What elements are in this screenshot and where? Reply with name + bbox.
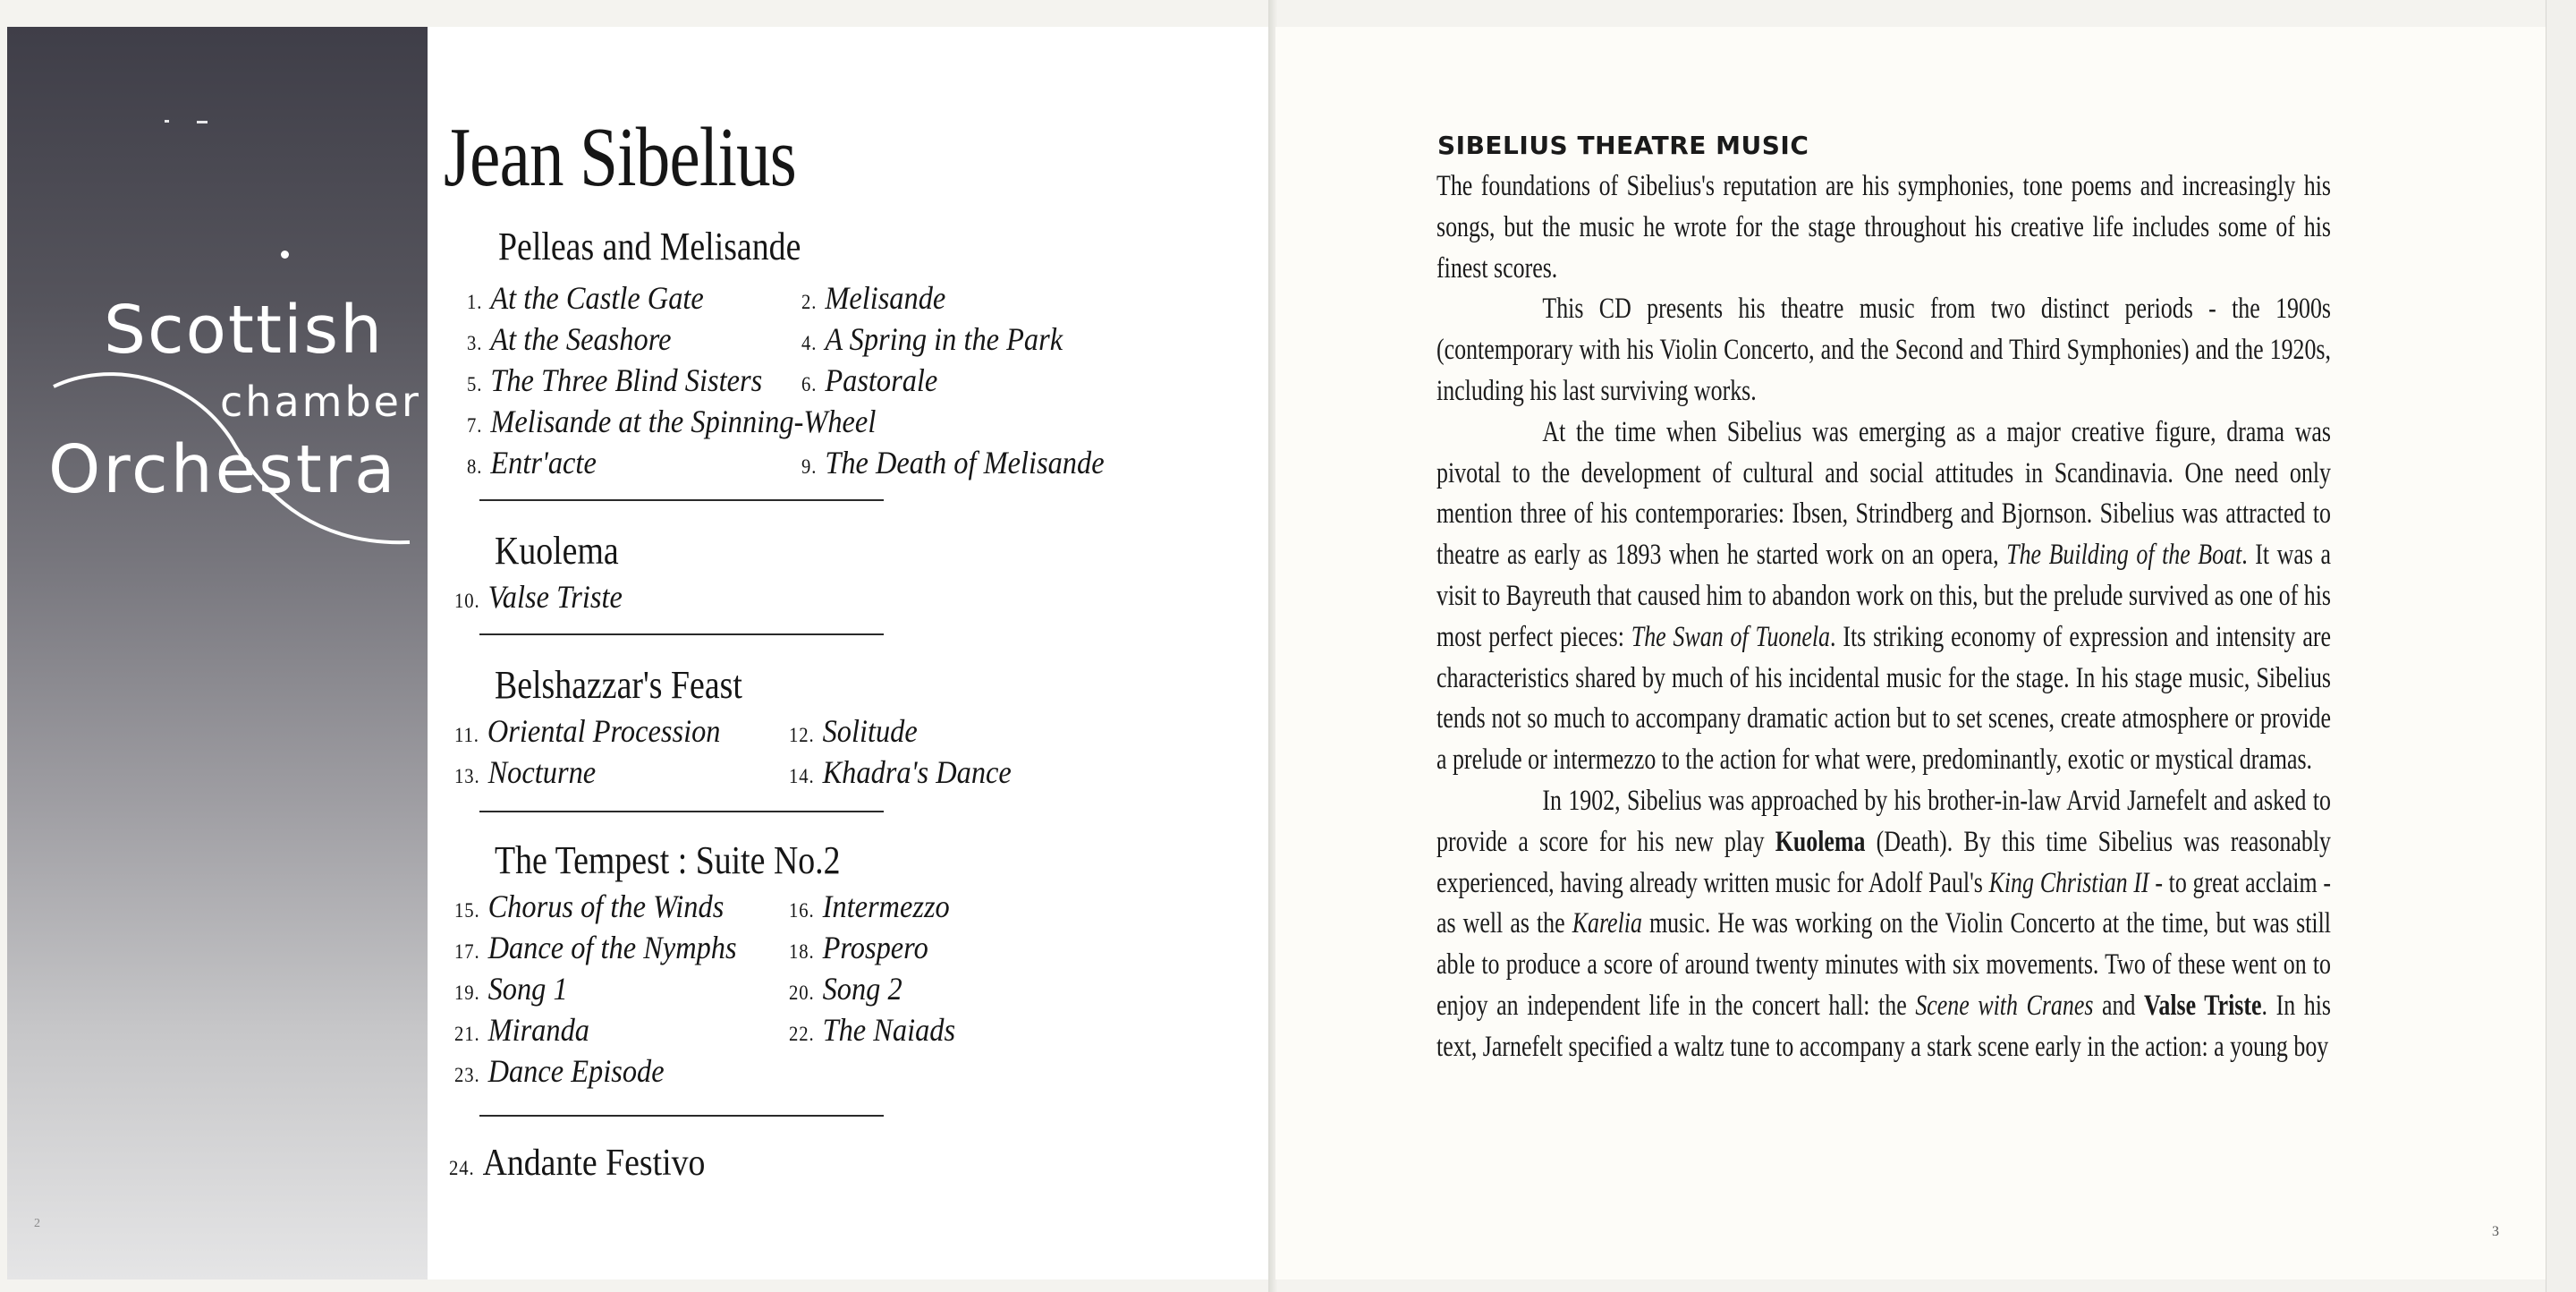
track-item: 10. Valse Triste xyxy=(454,579,623,615)
track-item: 12. Solitude xyxy=(789,713,918,749)
track-item: 21. Miranda xyxy=(454,1012,589,1048)
track-item: 7. Melisande at the Spinning-Wheel xyxy=(467,404,877,439)
composer-name: Jean Sibelius xyxy=(444,111,796,204)
logo-band xyxy=(7,27,428,1279)
article-body xyxy=(1436,166,2331,1068)
paragraph: At the time when Sibelius was emerging as a major creative figure, drama was pivotal to the development of cultural and social attitudes in Scandinavia. One need only mention three of his contemporaries: Ibsen, Strindberg and Bjornson. Sibelius was attracted to theatre as early as 1893 when he started work on an opera, The Building of the Boat. It was a visit to Bayreuth that caused him to abandon work on this, but the prelude survived as one of his most perfect pieces: The Swan of Tuonela. Its striking economy of expression and intensity are characteristics shared by much of his incidental music for the stage. In his stage music, Sibelius tends not so much to accompany dramatic action but to set scenes, create atmosphere or provide a prelude or intermezzo to the action for what were, predominantly, exotic or mystical dramas. xyxy=(1436,415,2331,777)
track-item: 1. At the Castle Gate xyxy=(467,280,704,316)
track-item: 18. Prospero xyxy=(789,930,928,965)
track-item: 17. Dance of the Nymphs xyxy=(454,930,737,965)
track-item: 15. Chorus of the Winds xyxy=(454,888,724,924)
scan-edge xyxy=(2546,0,2576,1292)
track-item: 14. Khadra's Dance xyxy=(789,754,1012,790)
track-item: 13. Nocturne xyxy=(454,754,597,790)
paragraph: This CD presents his theatre music from two distinct periods - the 1900s (contemporary with his Violin Concerto, and the Second and Third Symphonies) and the 1920s, including his last surviving works. xyxy=(1436,293,2331,407)
track-item: 11. Oriental Procession xyxy=(454,713,721,749)
work-title: Kuolema xyxy=(495,529,619,573)
track-item: 16. Intermezzo xyxy=(789,888,950,924)
track-item: 20. Song 2 xyxy=(789,971,902,1007)
logo-text-scottish: Scottish xyxy=(104,292,384,369)
logo-dot xyxy=(281,251,289,259)
track-item: 19. Song 1 xyxy=(454,971,568,1007)
work-title: The Tempest : Suite No.2 xyxy=(495,838,841,882)
work-title: Belshazzar's Feast xyxy=(495,663,742,707)
track-item: 9. The Death of Melisande xyxy=(801,445,1105,480)
left-page xyxy=(7,27,1270,1279)
page-number: 2 xyxy=(34,1217,40,1230)
track-item: 22. The Naiads xyxy=(789,1012,956,1048)
track-item: 6. Pastorale xyxy=(801,362,938,398)
section-divider xyxy=(479,633,884,635)
section-divider xyxy=(479,1115,884,1117)
track-item: 24. Andante Festivo xyxy=(449,1143,706,1184)
paragraph: In 1902, Sibelius was approached by his brother-in-law Arvid Jarnefelt and asked to provide a score for his new play Kuolema (Death). By this time Sibelius was reasonably experienced, having already written music for Adolf Paul's King Christian II - to great acclaim - as well as the Karelia music. He was working on the Violin Concerto at the time, but was still able to produce a score of around twenty minutes with six movements. Two of these went on to enjoy an independent life in the concert hall: the Scene with Cranes and Valse Triste. In his text, Jarnefelt specified a waltz tune to accompany a stark scene early in the action: a young boy xyxy=(1436,784,2331,1063)
track-item: 5. The Three Blind Sisters xyxy=(467,362,763,398)
track-item: 4. A Spring in the Park xyxy=(801,321,1063,357)
paragraph: The foundations of Sibelius's reputation are his symphonies, tone poems and increasingly his songs, but the music he wrote for the stage throughout his creative life includes some of his finest scores. xyxy=(1436,170,2331,285)
track-item: 8. Entr'acte xyxy=(467,445,597,480)
section-heading: SIBELIUS THEATRE MUSIC xyxy=(1437,131,1809,160)
section-divider xyxy=(479,499,884,501)
logo-swoosh-icon xyxy=(52,367,428,582)
page-number: 3 xyxy=(2492,1224,2499,1239)
logo-text-chamber: chamber xyxy=(220,378,421,426)
decorative-mark xyxy=(197,121,208,123)
decorative-mark xyxy=(165,120,169,123)
track-item: 23. Dance Episode xyxy=(454,1053,665,1089)
work-title: Pelleas and Melisande xyxy=(498,225,801,268)
logo-text-orchestra: Orchestra xyxy=(48,431,398,508)
track-item: 3. At the Seashore xyxy=(467,321,672,357)
section-divider xyxy=(479,811,884,812)
track-item: 2. Melisande xyxy=(801,280,946,316)
